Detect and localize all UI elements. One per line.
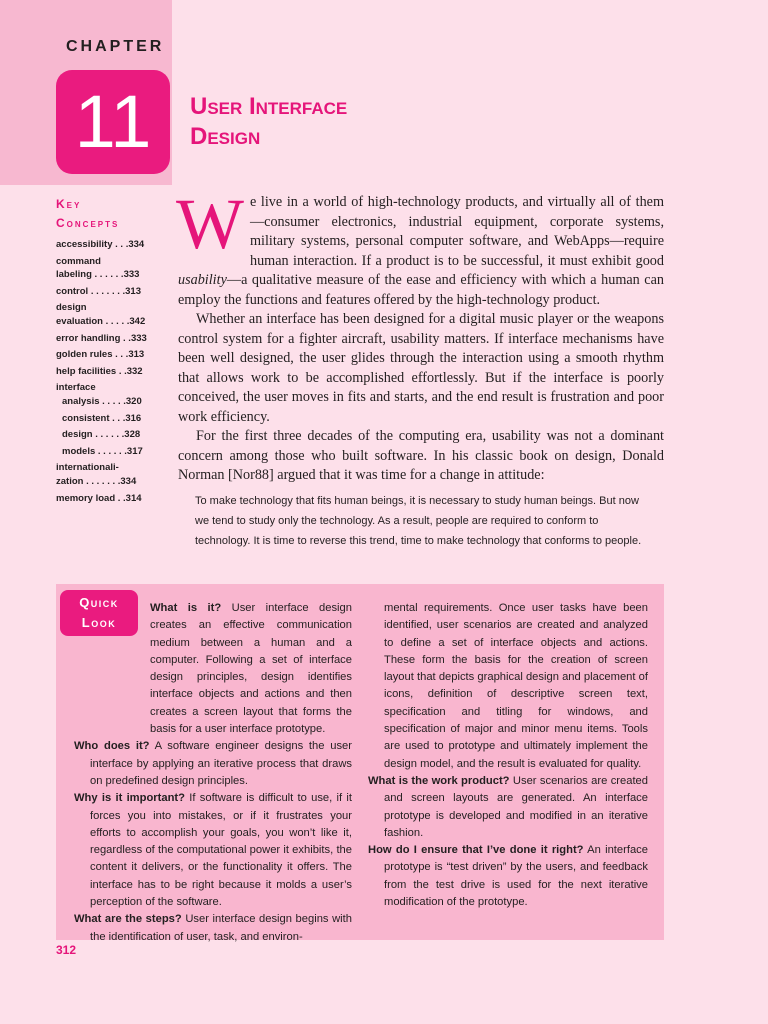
key-concept-item[interactable]: interface	[56, 382, 96, 394]
key-concept-item[interactable]: analysis . . . . .320	[62, 395, 142, 407]
chapter-title	[190, 92, 347, 152]
key-concept-item[interactable]: evaluation . . . . .342	[56, 315, 146, 327]
quick-look-answer: An interface prototype is “test driven” by the users, and feedback from the test drive is used for the next iterative modification of the prototype.	[384, 844, 648, 909]
key-concept-item[interactable]: labeling . . . . . .333	[56, 269, 140, 281]
quick-look-right-column	[368, 600, 648, 911]
quick-look-answer: If software is difficult to use, if it forces you into mistakes, or if it frustrates your efforts to accomplish your goals, you won’t like it, regardless of the computational power it exhibits, the content it delivers, or the functionality it offers. The interface has to be right because it molds a user’s perception of the software.	[90, 792, 352, 909]
quick-look-entry-why	[74, 790, 352, 911]
drop-cap: W	[176, 184, 244, 264]
key-concept-item[interactable]: design	[56, 302, 87, 314]
quick-look-question: What is the work product?	[368, 774, 510, 787]
chapter-number: 11	[74, 80, 152, 163]
key-concept-item[interactable]: memory load . .314	[56, 492, 142, 504]
quick-look-question: What is it?	[150, 602, 222, 614]
page-number: 312	[56, 943, 77, 957]
key-concept-item[interactable]: design . . . . . .328	[62, 429, 141, 441]
chapter-title-line2: Design	[190, 123, 261, 150]
quick-look-entry-who	[74, 738, 352, 790]
quick-look-question: Why is it important?	[74, 792, 185, 805]
body-paragraph-3: For the first three decades of the computing era, usability was not a dominant concern among those who built software. In his classic book on design, Donald Norman [Nor88] argued that it was time for a change in attitude:	[178, 428, 664, 483]
quick-look-question: What are the steps?	[74, 913, 182, 926]
chapter-label: CHAPTER	[66, 38, 165, 55]
key-concept-item[interactable]: help facilities . .332	[56, 365, 143, 377]
chapter-title-line1: User Interface	[190, 93, 348, 120]
key-concepts-heading	[56, 195, 119, 233]
chapter-number-box	[56, 70, 170, 174]
quick-look-left-column	[74, 600, 352, 946]
body-paragraph-1-part-b: —a qualitative measure of the ease and efficiency with which a human can employ the functions and features offered by the high-technology product.	[178, 272, 664, 308]
key-concept-item[interactable]: internationali-	[56, 462, 119, 474]
quick-look-answer: User interface design begins with the identification of user, task, and environ-	[90, 913, 352, 943]
quick-look-answer: A software engineer designs the user interface by applying an iterative process that draws on predefined design principles.	[90, 740, 352, 787]
quick-look-question: How do I ensure that I’ve done it right?	[368, 844, 584, 857]
quick-look-entry-steps-continued: mental requirements. Once user tasks have been identified, user scenarios are created and analyzed to define a set of interface objects and actions. These form the basis for the creation of screen layout that depicts graphical design and placement of icons, definition of descriptive screen text, specification and titling for windows, and specification of major and minor menu items. Tools are used to prototype and ultimately implement the design model, and the result is evaluated for quality.	[384, 602, 648, 770]
norman-quote: To make technology that fits human beings, it is necessary to study human beings. But now we tend to study only the technology. As a result, people are required to conform to technology. It is time to reverse this trend, time to make technology that conforms to people.	[195, 495, 642, 547]
key-concepts-list	[56, 238, 168, 505]
quick-look-question: Who does it?	[74, 740, 150, 753]
quick-look-entry-steps	[74, 911, 352, 946]
quick-look-entry-ensure	[368, 842, 648, 911]
quick-look-answer: User interface design creates an effective communication medium between a human and a computer. Following a set of interface design principles, design identifies interface objects and actions and then creates a screen layout that forms the basis for a user interface prototype.	[150, 602, 352, 736]
key-concept-item[interactable]: zation . . . . . . .334	[56, 475, 137, 487]
key-concept-item[interactable]: control . . . . . . .313	[56, 285, 141, 297]
key-concept-item[interactable]: error handling . .333	[56, 332, 147, 344]
quick-look-badge-line2: Look	[81, 615, 117, 630]
key-concept-item[interactable]: command	[56, 255, 101, 267]
key-concept-item[interactable]: models . . . . . .317	[62, 445, 143, 457]
key-concepts-heading-line1: Key	[56, 197, 82, 211]
quick-look-entry-product	[368, 773, 648, 842]
key-concept-item[interactable]: accessibility . . .334	[56, 239, 145, 250]
body-paragraph-2: Whether an interface has been designed for a digital music player or the weapons control system for a fighter aircraft, usability matters. If interface mechanisms have been well designed, the user glides through the interaction using a smooth rhythm that allows work to be accomplished effortlessly. But if the interface is poorly conceived, the user moves in fits and starts, and the end result is frustration and poor work efficiency.	[178, 311, 664, 425]
quick-look-answer: User scenarios are created and screen layouts are generated. An interface prototype is developed and modified in an iterative fashion.	[384, 774, 649, 839]
usability-term: usability	[178, 272, 227, 288]
key-concept-item[interactable]: golden rules . . .313	[56, 349, 145, 361]
key-concept-item[interactable]: consistent . . .316	[62, 412, 142, 424]
chapter-body	[176, 184, 664, 486]
quick-look-entry-what	[74, 600, 352, 738]
key-concepts-heading-line2: Concepts	[56, 216, 120, 230]
body-paragraph-1	[176, 184, 664, 310]
quick-look-badge-line1: Quick	[79, 595, 119, 610]
body-paragraph-1-part-a: e live in a world of high-technology products, and virtually all of them—consumer electronics, industrial equipment, corporate systems, military systems, personal computer software, and WebApps—require human interaction. If a product is to be successful, it must exhibit good	[249, 194, 664, 269]
